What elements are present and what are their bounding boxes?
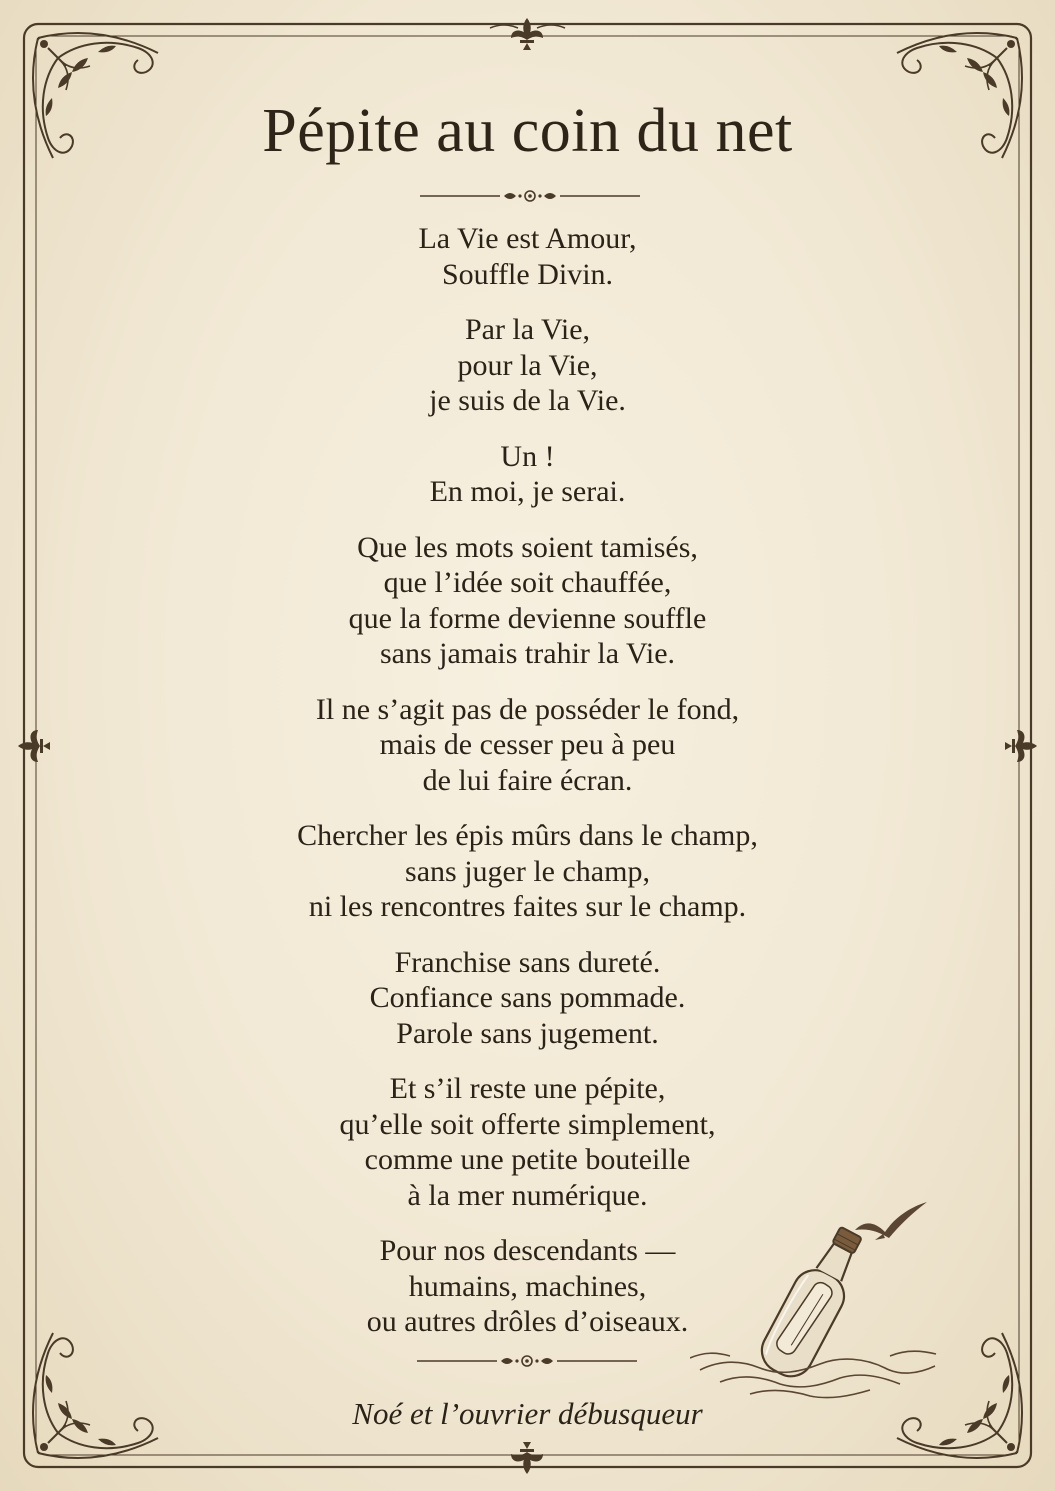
- poem-line: Franchise sans dureté.: [394, 945, 661, 979]
- poem-line: Souffle Divin.: [441, 257, 614, 291]
- poem-line: Confiance sans pommade.: [369, 981, 686, 1014]
- poem-line: que l’idée soit chauffée,: [383, 566, 672, 599]
- poem-line: ni les rencontres faites sur le champ.: [308, 890, 747, 923]
- poem-line: La Vie est Amour,: [418, 222, 637, 255]
- seagull-icon: [855, 1202, 927, 1240]
- poem-line: Un !: [500, 439, 555, 473]
- stanza: [0, 692, 1055, 799]
- signature: Noé et l’ouvrier débusqueur: [352, 1396, 703, 1431]
- poem-line: Il ne s’agit pas de posséder le fond,: [315, 692, 740, 726]
- poem-line: pour la Vie,: [457, 348, 598, 382]
- poem-line: Chercher les épis mûrs dans le champ,: [297, 819, 758, 852]
- stanza: [0, 945, 1055, 1052]
- poem-line: mais de cesser peu à peu: [379, 728, 676, 761]
- stanza: [0, 439, 1055, 510]
- poem-body: [0, 221, 1055, 1360]
- poem-line: comme une petite bouteille: [364, 1143, 691, 1176]
- poem-title: Pépite au coin du net: [262, 97, 793, 165]
- poem-line: sans juger le champ,: [405, 854, 650, 888]
- fleur-de-lis-icon: [511, 1442, 543, 1474]
- poem-line: je suis de la Vie.: [429, 384, 626, 417]
- poem-line: que la forme devienne souffle: [348, 601, 707, 635]
- stanza: [0, 818, 1055, 925]
- stanza: [0, 312, 1055, 419]
- stanza: [0, 221, 1055, 292]
- poem-line: sans jamais trahir la Vie.: [379, 637, 676, 670]
- poem-line: En moi, je serai.: [429, 475, 626, 508]
- poem-line: Pour nos descendants —: [379, 1234, 676, 1267]
- fleur-de-lis-icon: [511, 18, 543, 50]
- poem-line: Par la Vie,: [464, 313, 591, 346]
- bottle-illustration: [690, 1190, 940, 1410]
- poem-line: à la mer numérique.: [407, 1178, 648, 1212]
- divider-ornament-icon: [420, 191, 640, 201]
- poem-line: humains, machines,: [408, 1269, 647, 1303]
- poem-line: ou autres drôles d’oiseaux.: [366, 1305, 689, 1338]
- poem-line: Et s’il reste une pépite,: [389, 1072, 666, 1105]
- poem-line: de lui faire écran.: [422, 763, 633, 797]
- poem-line: Parole sans jugement.: [396, 1016, 659, 1050]
- poem-line: Que les mots soient tamisés,: [357, 530, 698, 564]
- poem-line: qu’elle soit offerte simplement,: [339, 1107, 716, 1141]
- stanza: [0, 530, 1055, 672]
